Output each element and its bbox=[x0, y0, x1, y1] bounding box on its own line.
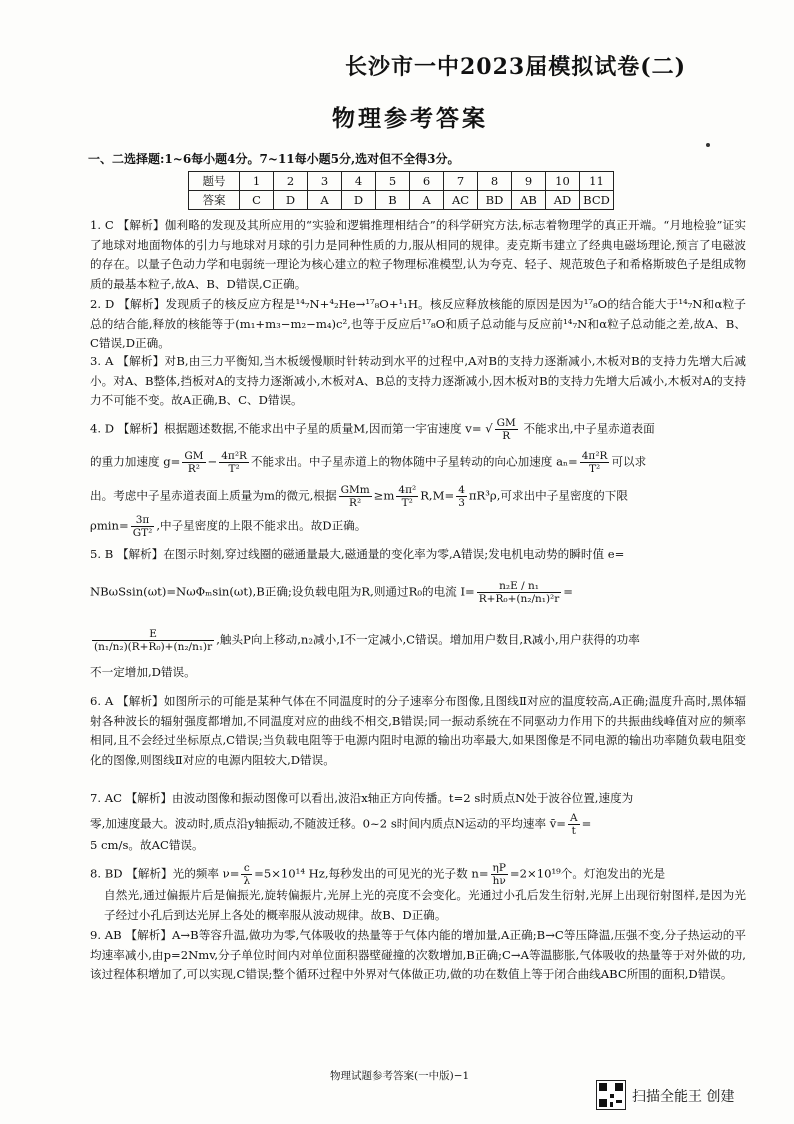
numerator: 4π²R bbox=[581, 450, 608, 462]
numerator: A bbox=[570, 812, 578, 824]
scanner-watermark: 扫描全能王 创建 bbox=[632, 1089, 735, 1105]
numerator: GM bbox=[496, 417, 516, 429]
fraction bbox=[568, 812, 580, 837]
explanation-q2: 2. D 【解析】发现质子的核反应方程是¹⁴₇N+⁴₂He→¹⁷₈O+¹₁H。核反应释放核能的原因是因为¹⁷₈O的结合能大于¹⁴₇N和α粒子总的结合能,释放的核能等于(m₁+m₃−m₂−m₄)c²,也等于反应后¹⁷₈O和质子总动能与反应前¹⁴₇N和α粒子总动能之差,故A、B、C错误,D正确。 bbox=[90, 297, 746, 350]
q4-text: πR³ρ,可求出中子星密度的下限 bbox=[468, 488, 628, 503]
answer-cell: C bbox=[240, 191, 274, 210]
page-title: 物理参考答案 bbox=[332, 105, 488, 132]
number-cell: 4 bbox=[342, 172, 376, 191]
denominator: R bbox=[502, 430, 511, 442]
explanation-q5-line2 bbox=[90, 580, 573, 605]
number-cell: 1 bbox=[240, 172, 274, 191]
answer-table-number-row bbox=[189, 172, 614, 191]
answer-cell: B bbox=[376, 191, 410, 210]
explanation-q1: 1. C 【解析】伽利略的发现及其所应用的“实验和逻辑推理相结合”的科学研究方法,标志着物理学的真正开端。“月地检验”证实了地球对地面物体的引力与地球对月球的引力是同种性质的力,服从相同的规律。麦克斯韦建立了经典电磁场理论,预言了电磁波的存在。以量子色动力学和电弱统一理论为核心建立的粒子物理标准模型,认为夸克、轻子、规范玻色子和希格斯玻色子是组成物质的最基本粒子,故A、B、D错误,C正确。 bbox=[90, 218, 746, 291]
numerator: GMm bbox=[340, 484, 370, 496]
qr-code-icon bbox=[596, 1080, 626, 1110]
answer-cell: BCD bbox=[580, 191, 614, 210]
sqrt-symbol: √ bbox=[485, 421, 493, 436]
numerator: 4π²R bbox=[221, 450, 247, 462]
denominator: 3 bbox=[458, 497, 465, 509]
q7-text: 零,加速度最大。波动时,质点沿y轴振动,不随波迁移。0~2 s时间内质点N运动的平均速率 v̄= bbox=[90, 816, 566, 831]
explanation-q8-line1 bbox=[90, 862, 665, 887]
table-header-answer: 答案 bbox=[189, 191, 240, 210]
numerator: 3π bbox=[131, 514, 155, 527]
number-cell: 5 bbox=[376, 172, 410, 191]
page-footer: 物理试题参考答案(一中版)−1 bbox=[330, 1070, 470, 1082]
denominator: t bbox=[571, 825, 576, 837]
numerator: E bbox=[92, 628, 214, 641]
numerator: 4π² bbox=[398, 484, 417, 496]
equals-sign: = bbox=[563, 584, 574, 599]
q4-text: ,中子星密度的上限不能求出。故D正确。 bbox=[156, 518, 367, 533]
answer-cell: AB bbox=[512, 191, 546, 210]
numerator: GM bbox=[184, 450, 204, 462]
denominator: R+R₀+(n₂/n₁)²r bbox=[478, 593, 560, 605]
q5-text: NBωSsin(ωt)=NωΦₘsin(ωt),B正确;设负载电阻为R,则通过R₀的电流 I= bbox=[90, 584, 475, 599]
denominator: hν bbox=[492, 875, 506, 887]
fraction bbox=[219, 450, 249, 475]
q4-text: 出。考虑中子星赤道表面上质量为m的微元,根据 bbox=[90, 488, 337, 503]
fraction bbox=[92, 628, 214, 653]
fraction bbox=[339, 484, 372, 509]
answer-table-answer-row bbox=[189, 191, 614, 210]
answer-cell: D bbox=[274, 191, 308, 210]
school-exam-title: 长沙市一中2023届模拟试卷(二) bbox=[345, 54, 687, 80]
answer-cell: A bbox=[410, 191, 444, 210]
denominator: R² bbox=[187, 463, 201, 475]
answer-cell: AD bbox=[546, 191, 580, 210]
q4-text: 的重力加速度 g= bbox=[90, 454, 181, 469]
q4-text: 不能求出。中子星赤道上的物体随中子星转动的向心加速度 aₙ= bbox=[250, 454, 578, 469]
denominator: R² bbox=[349, 497, 362, 509]
explanation-q4-line2 bbox=[90, 450, 646, 475]
explanation-q5-line3 bbox=[90, 628, 640, 653]
explanation-q5-line1: 5. B 【解析】在图示时刻,穿过线圈的磁通量最大,磁通量的变化率为零,A错误;发电机电动势的瞬时值 e= bbox=[90, 547, 625, 561]
number-cell: 11 bbox=[580, 172, 614, 191]
number-cell: 7 bbox=[444, 172, 478, 191]
numerator: ηP bbox=[492, 862, 506, 874]
explanation-q4-line4 bbox=[90, 514, 366, 539]
number-cell: 3 bbox=[308, 172, 342, 191]
fraction bbox=[477, 580, 562, 605]
answer-cell: AC bbox=[444, 191, 478, 210]
q4-text: ≥m bbox=[373, 488, 395, 503]
q8-text: =5×10¹⁴ Hz,每秒发出的可见光的光子数 n= bbox=[254, 866, 489, 881]
answer-cell: A bbox=[308, 191, 342, 210]
denominator: T² bbox=[228, 463, 240, 475]
fraction bbox=[495, 417, 518, 442]
explanation-q5-line4: 不一定增加,D错误。 bbox=[90, 665, 196, 679]
q4-text: ρmin= bbox=[90, 518, 129, 533]
q8-text: =2×10¹⁹个。灯泡发出的光是 bbox=[509, 866, 666, 881]
fraction bbox=[491, 862, 508, 887]
q8-text: 8. BD 【解析】光的频率 ν= bbox=[90, 866, 240, 881]
q4-text: 不能求出,中子星赤道表面 bbox=[523, 421, 655, 436]
denominator: GT² bbox=[132, 527, 153, 539]
numerator: n₂E / n₁ bbox=[477, 580, 562, 593]
table-header-number: 题号 bbox=[189, 172, 240, 191]
number-cell: 2 bbox=[274, 172, 308, 191]
scan-speck bbox=[706, 143, 710, 147]
explanation-q3: 3. A 【解析】对B,由三力平衡知,当木板缓慢顺时针转动到水平的过程中,A对B的支持力逐渐减小,木板对B的支持力先增大后减小。对A、B整体,挡板对A的支持力逐渐减小,木板对A、B总的支持力逐渐减小,因木板对B的支持力先增大后减小,木板对A的支持力不可能不变。故A正确,B、C、D错误。 bbox=[90, 354, 746, 407]
number-cell: 8 bbox=[478, 172, 512, 191]
explanation-q9: 9. AB 【解析】A→B等容升温,做功为零,气体吸收的热量等于气体内能的增加量,A正确;B→C等压降温,压强不变,分子热运动的平均速率减小,由p=2Nmv,分子单位时间内对单位面积器壁碰撞的次数增加,B正确;C→A等温膨胀,气体吸收的热量等于对外做的功,该过程体积增加了,可以实现,C错误;整个循环过程中外界对气体做正功,做的功在数值上等于闭合曲线ABC所围的面积,D错误。 bbox=[90, 928, 746, 981]
explanation-q6: 6. A 【解析】如图所示的可能是某种气体在不同温度时的分子速率分布图像,且图线Ⅱ对应的温度较高,A正确;温度升高时,黑体辐射各种波长的辐射强度都增加,不同温度对应的曲线不相交,B错误;同一振动系统在不同驱动力作用下的共振曲线峰值对应的频率相同,且不会经过坐标原点,C错误;当负载电阻等于电源内阻时电源的输出功率最大,如果图像是不同电源的输出功率随负载电阻变化的图像,则图线Ⅱ对应的电源内阻较大,D错误。 bbox=[90, 694, 746, 767]
q4-text: 4. D 【解析】根据题述数据,不能求出中子星的质量M,因而第一宇宙速度 v= bbox=[90, 421, 482, 436]
denominator: λ bbox=[243, 875, 251, 887]
denominator: (n₁/n₂)(R+R₀)+(n₂/n₁)r bbox=[94, 641, 213, 653]
fraction bbox=[456, 484, 467, 509]
answer-cell: BD bbox=[478, 191, 512, 210]
explanation-q7-line3: 5 cm/s。故AC错误。 bbox=[90, 838, 204, 852]
number-cell: 6 bbox=[410, 172, 444, 191]
numerator: c bbox=[241, 862, 252, 875]
q4-text: R,M= bbox=[420, 488, 455, 503]
explanation-q8-rest: 自然光,通过偏振片后是偏振光,旋转偏振片,光屏上光的亮度不会变化。光通过小孔后发生衍射,光屏上出现衍射图样,是因为光子经过小孔后到达光屏上各处的概率服从波动规律。故B、D正确。 bbox=[104, 888, 746, 922]
numerator: 4 bbox=[458, 484, 465, 496]
minus-sign: − bbox=[207, 454, 218, 469]
fraction bbox=[131, 514, 155, 539]
fraction bbox=[241, 862, 252, 887]
number-cell: 9 bbox=[512, 172, 546, 191]
number-cell: 10 bbox=[546, 172, 580, 191]
denominator: T² bbox=[401, 497, 413, 509]
fraction bbox=[580, 450, 610, 475]
denominator: T² bbox=[588, 463, 601, 475]
explanation-q7-line2 bbox=[90, 812, 591, 837]
fraction bbox=[396, 484, 418, 509]
q5-text: ,触头P向上移动,n₂减小,I不一定减小,C错误。增加用户数目,R减小,用户获得的功率 bbox=[216, 632, 640, 647]
answer-cell: D bbox=[342, 191, 376, 210]
answer-table bbox=[188, 171, 614, 210]
explanation-q4-line1 bbox=[90, 417, 655, 442]
fraction bbox=[182, 450, 205, 475]
q4-text: 可以求 bbox=[611, 454, 647, 469]
equals-sign: = bbox=[581, 816, 592, 831]
explanation-q7-line1: 7. AC 【解析】由波动图像和振动图像可以看出,波沿x轴正方向传播。t=2 s时质点N处于波谷位置,速度为 bbox=[90, 791, 634, 805]
explanation-q4-line3 bbox=[90, 484, 628, 509]
section-title: 一、二选择题:1~6每小题4分。7~11每小题5分,选对但不全得3分。 bbox=[88, 152, 460, 166]
